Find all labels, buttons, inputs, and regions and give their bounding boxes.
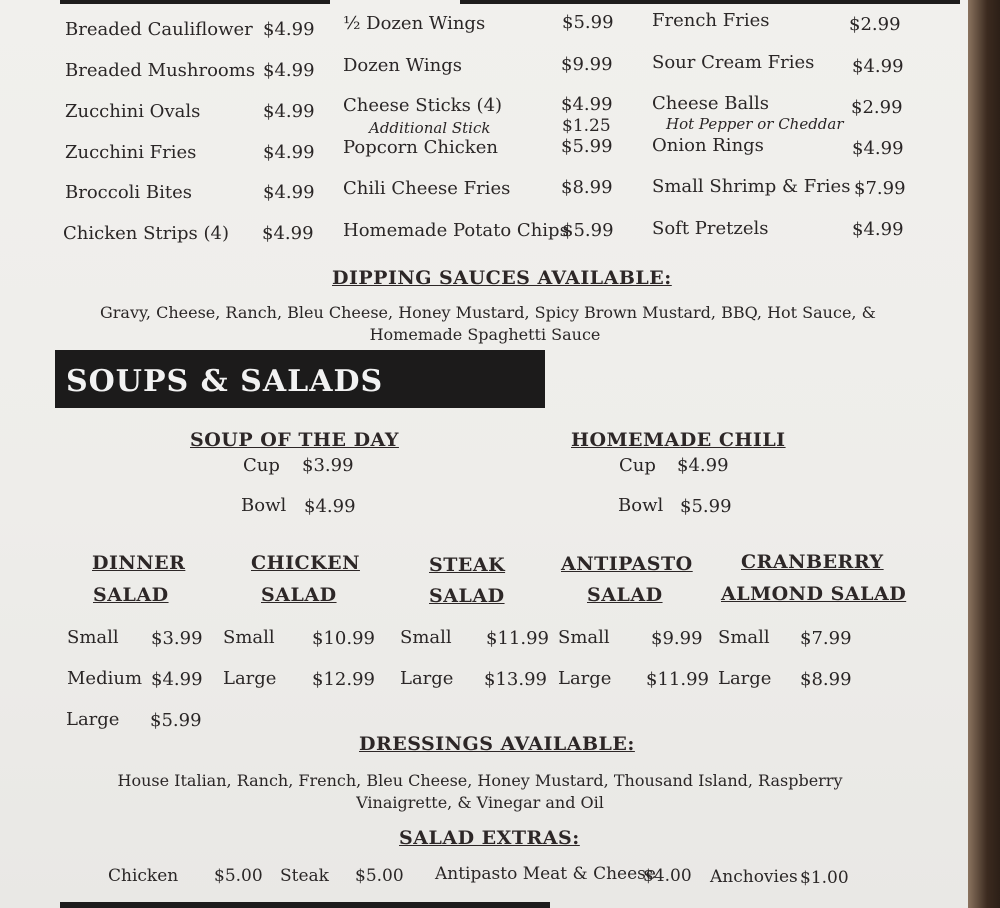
menu-item-price: $5.99 [561,136,613,157]
salad-heading: DINNER [92,552,186,574]
dipping-sauces-line: Homemade Spaghetti Sauce [369,325,601,344]
dressings-list [100,770,860,814]
salad-size: Small [400,627,452,648]
menu-item-price: $5.99 [562,12,614,33]
soup-bowl-price: $4.99 [304,496,356,517]
extra-item-name: Antipasto Meat & Cheese [435,864,656,884]
salad-heading: SALAD [429,585,505,607]
salad-heading: ALMOND SALAD [721,583,907,605]
menu-item-name: Sour Cream Fries [652,52,815,73]
menu-item-price: $4.99 [263,182,315,203]
dressings-heading: DRESSINGS AVAILABLE: [359,733,635,755]
extra-item-price: $1.00 [800,868,849,888]
salad-size: Large [400,668,454,689]
menu-item-name: Soft Pretzels [652,218,769,239]
top-divider [460,0,960,4]
extra-item-price: $5.00 [214,866,263,886]
menu-item-name: Zucchini Ovals [65,101,201,122]
menu-item-name: Zucchini Fries [65,142,197,163]
salad-price: $13.99 [484,669,547,690]
salad-heading: SALAD [93,584,169,606]
menu-item-price: $4.99 [852,219,904,240]
menu-item-price: $4.99 [262,223,314,244]
extra-item-price: $5.00 [355,866,404,886]
soup-cup-price: $3.99 [302,455,354,476]
extra-item-name: Steak [280,866,329,886]
dipping-sauces-list [100,302,876,346]
soup-bowl-label: Bowl [241,495,287,516]
menu-item-price: $7.99 [854,178,906,199]
menu-item-name: Breaded Mushrooms [65,60,256,81]
menu-item-subnote: Hot Pepper or Cheddar [666,115,844,133]
extra-item-name: Anchovies [710,867,798,887]
salad-price: $3.99 [151,628,203,649]
chili-cup-price: $4.99 [677,455,729,476]
salad-size: Small [223,627,275,648]
dressings-line: House Italian, Ranch, French, Bleu Cheese, Honey Mustard, Thousand Island, Raspberry [117,771,843,790]
salad-price: $9.99 [651,628,703,649]
menu-item-name: Chicken Strips (4) [63,223,229,244]
menu-item-price: $4.99 [263,19,315,40]
menu-item-price: $9.99 [561,54,613,75]
salad-heading: SALAD [587,584,663,606]
menu-item-name: French Fries [652,10,770,31]
menu-item-name: Cheese Balls [652,93,769,114]
salad-price: $8.99 [800,669,852,690]
bottom-divider [60,902,550,908]
salad-heading: ANTIPASTO [561,553,693,575]
salad-extras-heading: SALAD EXTRAS: [399,827,580,849]
salad-size: Medium [67,668,143,689]
menu-item-name: ½ Dozen Wings [343,13,486,34]
extra-item-name: Chicken [108,866,179,886]
menu-item-name: Homemade Potato Chips [343,220,569,241]
section-title: SOUPS & SALADS [66,364,384,399]
salad-price: $12.99 [312,669,375,690]
salad-heading: CHICKEN [251,552,360,574]
soup-cup-label: Cup [243,455,280,476]
salad-price: $11.99 [646,669,709,690]
salad-size: Large [718,668,772,689]
salad-size: Large [558,668,612,689]
menu-item-name: Dozen Wings [343,55,463,76]
salad-size: Small [67,627,119,648]
top-divider [60,0,330,4]
salad-size: Large [66,709,120,730]
salad-size: Small [558,627,610,648]
menu-item-name: Broccoli Bites [65,182,193,203]
dressings-line: Vinaigrette, & Vinegar and Oil [356,793,604,812]
menu-item-price: $4.99 [852,138,904,159]
salad-size: Large [223,668,277,689]
menu-item-name: Breaded Cauliflower [65,19,253,40]
salad-price: $4.99 [151,669,203,690]
chili-bowl-price: $5.99 [680,496,732,517]
salad-heading: SALAD [261,584,337,606]
menu-item-price: $4.99 [263,60,315,81]
menu-item-subnote: Additional Stick [369,119,491,137]
menu-item-name: Popcorn Chicken [343,137,498,158]
table-surface [968,0,1000,908]
chili-bowl-label: Bowl [618,495,664,516]
salad-size: Small [718,627,770,648]
salad-heading: CRANBERRY [741,551,884,573]
menu-item-name: Chili Cheese Fries [343,178,511,199]
menu-item-name: Cheese Sticks (4) [343,95,503,116]
menu-item-price: $2.99 [851,97,903,118]
menu-item-price: $4.99 [263,142,315,163]
salad-heading: STEAK [429,554,506,576]
soup-heading: SOUP OF THE DAY [190,429,399,451]
menu-item-name: Onion Rings [652,135,764,156]
chili-cup-label: Cup [619,455,656,476]
menu-item-price: $4.99 [263,101,315,122]
salad-price: $10.99 [312,628,375,649]
menu-item-price: $5.99 [562,220,614,241]
salad-price: $5.99 [150,710,202,731]
extra-item-price: $4.00 [643,866,692,886]
dipping-sauces-line: Gravy, Cheese, Ranch, Bleu Cheese, Honey Mustard, Spicy Brown Mustard, BBQ, Hot Sauce, & [100,303,876,322]
salad-price: $7.99 [800,628,852,649]
menu-item-price: $8.99 [561,177,613,198]
chili-heading: HOMEMADE CHILI [571,429,786,451]
dipping-sauces-heading: DIPPING SAUCES AVAILABLE: [332,267,672,289]
menu-item-price: $4.99 [561,94,613,115]
salad-price: $11.99 [486,628,549,649]
menu-item-subprice: $1.25 [562,116,611,136]
menu-item-name: Small Shrimp & Fries [652,176,851,197]
menu-item-price: $2.99 [849,14,901,35]
menu-item-price: $4.99 [852,56,904,77]
